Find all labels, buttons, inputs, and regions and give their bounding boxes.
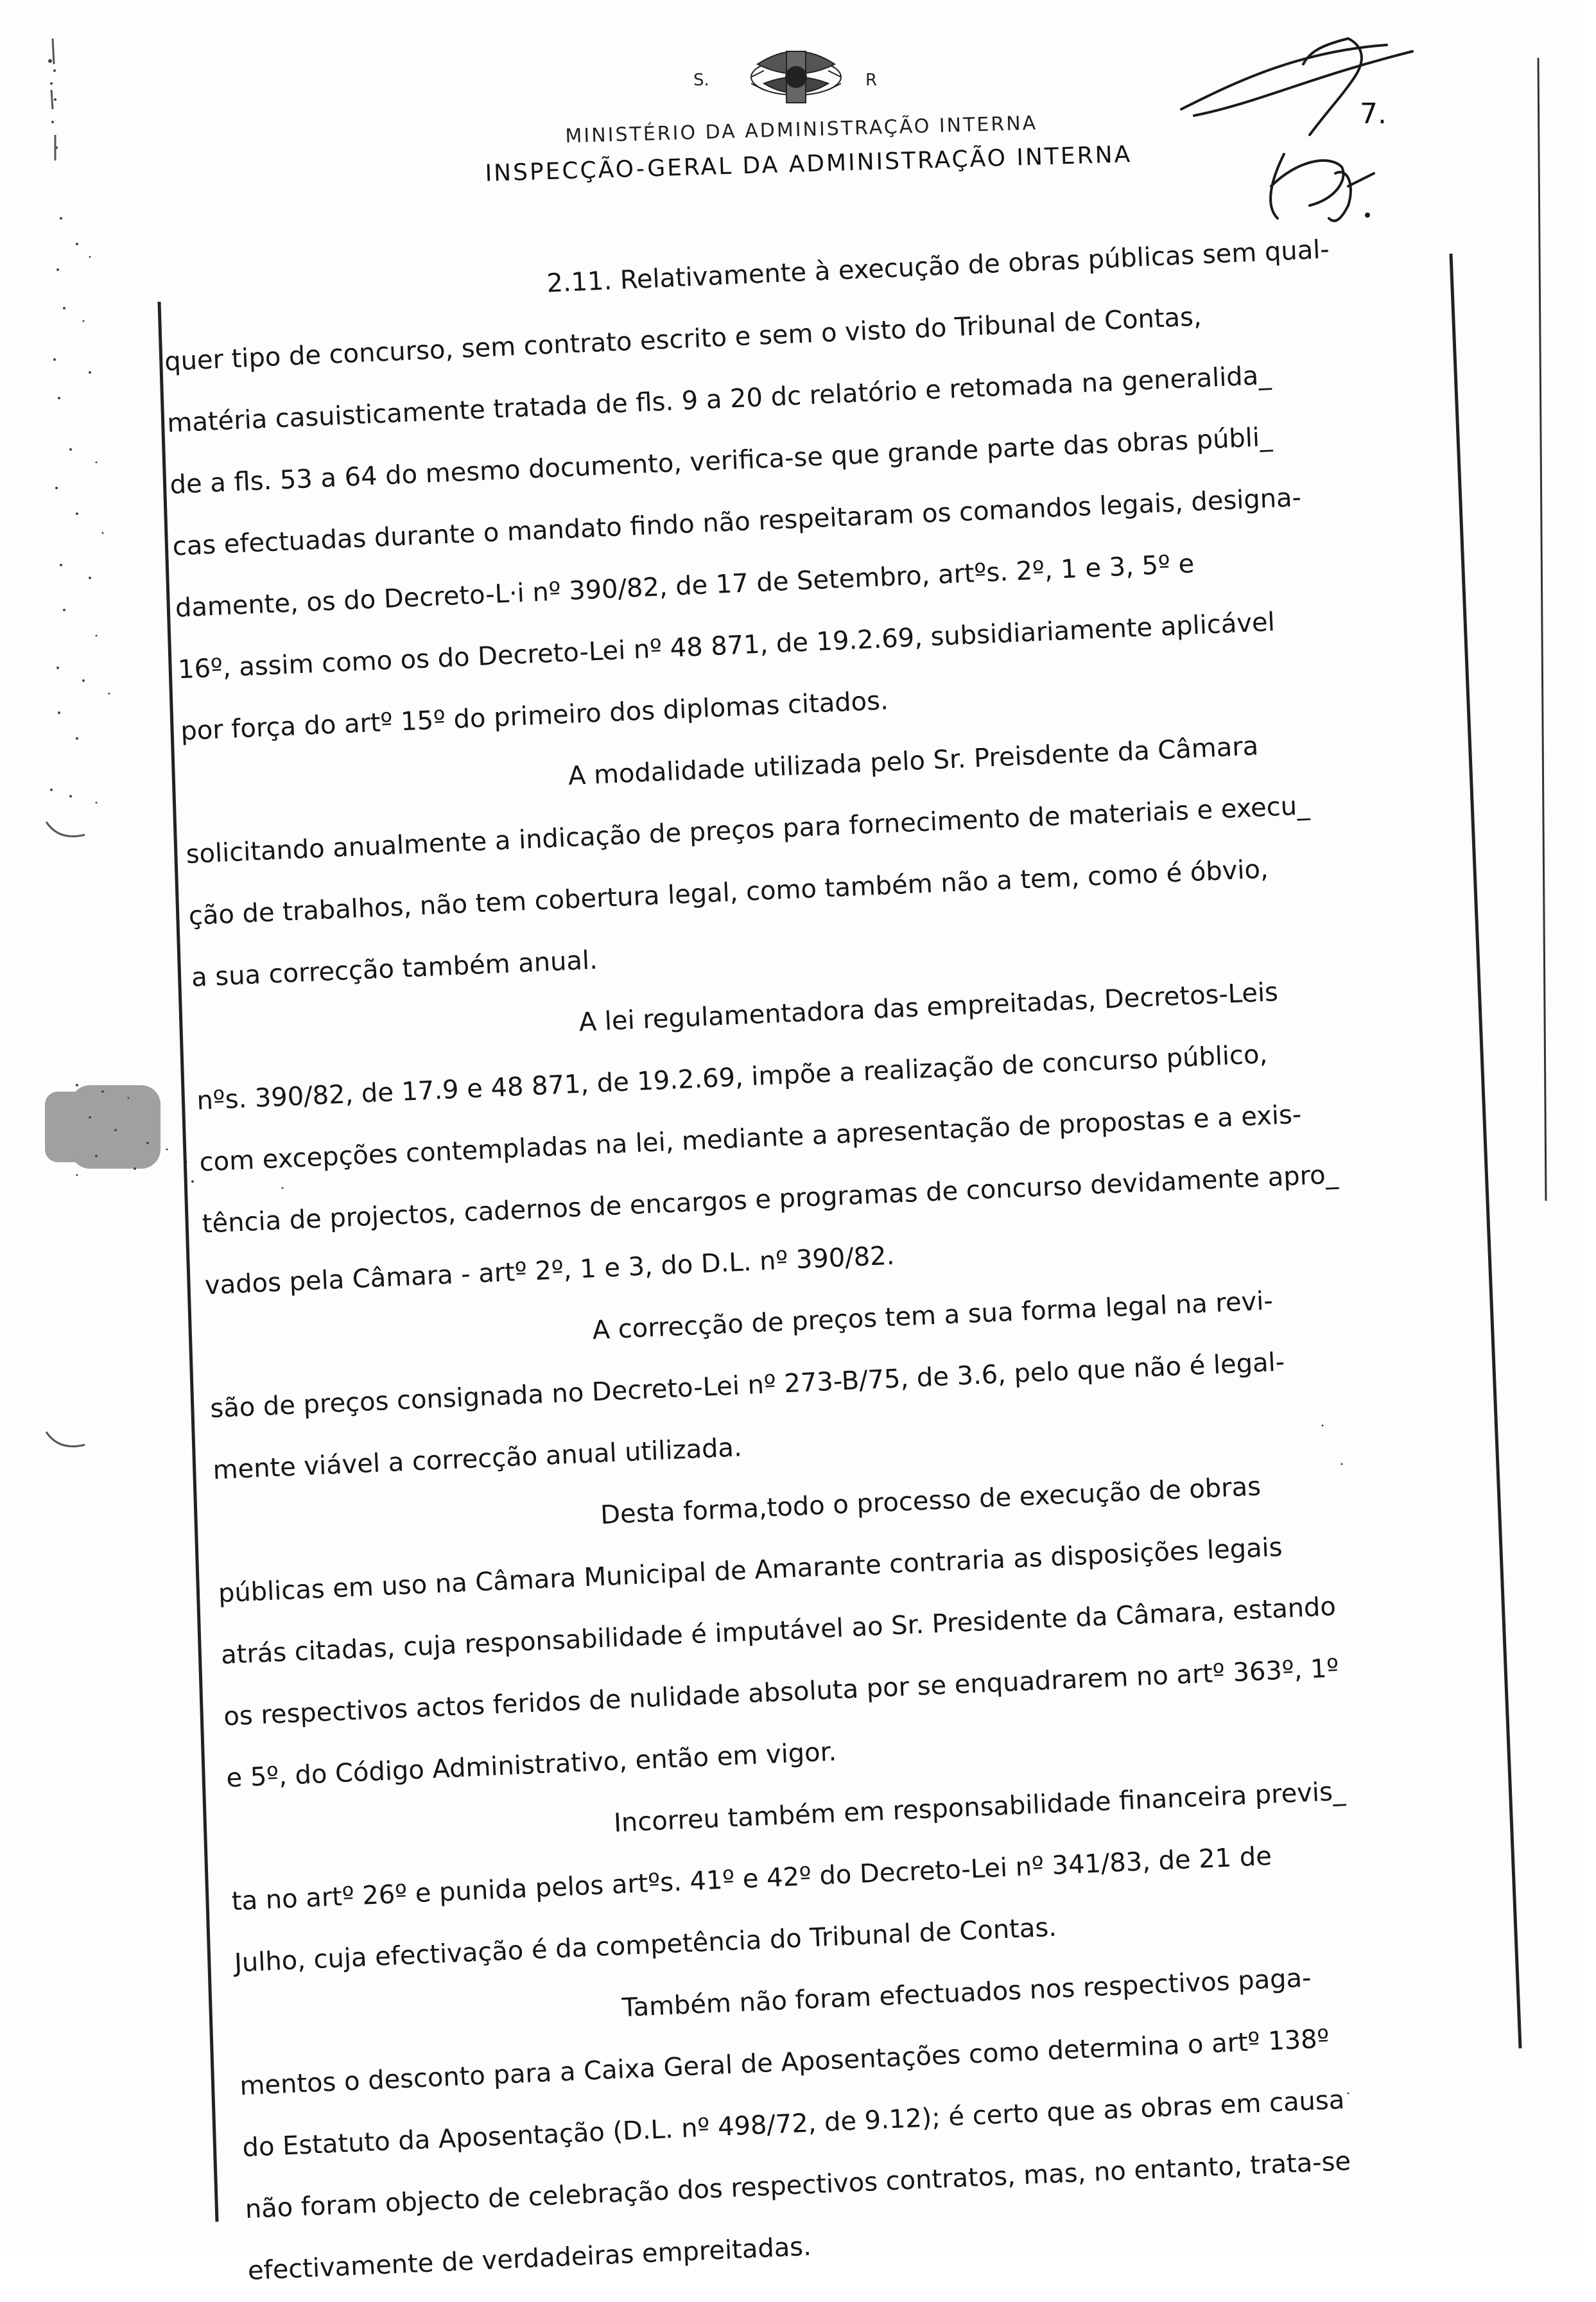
document-body <box>160 211 1596 2302</box>
text-line: cas efectuadas durante o mandato findo não respeitaram os comandos legais, designa- <box>171 482 1302 562</box>
text-line: de a fls. 53 a 64 do mesmo documento, verifica-se que grande parte das obras públi_ <box>169 422 1273 500</box>
text-line: atrás citadas, cuja responsabilidade é imputável ao Sr. Presidente da Câmara, estando <box>220 1592 1337 1670</box>
text-line: mentos o desconto para a Caixa Geral de Aposentações como determina o artº 138º <box>239 2024 1330 2102</box>
text-line: públicas em uso na Câmara Municipal de Amarante contraria as disposições legais <box>218 1532 1283 1609</box>
page-number: 7. <box>1360 98 1387 130</box>
text-line: com excepções contempladas na lei, mediante a apresentação de propostas e a exis- <box>198 1099 1303 1178</box>
text-line: A lei regulamentadora das empreitadas, Decretos-Leis <box>578 977 1279 1038</box>
text-line: mente viável a correcção anual utilizada. <box>212 1433 743 1486</box>
ministry-name: MINISTÉRIO DA ADMINISTRAÇÃO INTERNA <box>565 112 1038 148</box>
text-line: solicitando anualmente a indicação de preços para fornecimento de materiais e execu_ <box>185 790 1310 870</box>
text-line: os respectivos actos feridos de nulidade absoluta por se enquadrarem no artº 363º, 1º <box>223 1653 1340 1732</box>
text-line: 16º, assim como os do Decreto-Lei nº 48 871, de 19.2.69, subsidiariamente aplicável <box>177 607 1276 685</box>
text-line: 2.11. Relativamente à execução de obras públicas sem qual- <box>546 234 1330 299</box>
text-line: vados pela Câmara - artº 2º, 1 e 3, do D.L. nº 390/82. <box>204 1241 896 1301</box>
text-line: quer tipo de concurso, sem contrato escrito e sem o visto do Tribunal de Contas, <box>164 302 1202 377</box>
text-line: e 5º, do Código Administrativo, então em vigor. <box>225 1737 838 1793</box>
inspection-name: INSPECÇÃO-GERAL DA ADMINISTRAÇÃO INTERNA <box>485 141 1132 187</box>
text-line: ta no artº 26º e punida pelos artºs. 41º e 42º do Decreto-Lei nº 341/83, de 21 de <box>230 1841 1272 1917</box>
text-line: a sua correcção também anual. <box>191 945 598 993</box>
text-line: por força do artº 15º do primeiro dos diplomas citados. <box>180 686 889 747</box>
handwritten-signature <box>1156 26 1425 238</box>
crest-letter-left: S. <box>693 71 709 90</box>
paragraph-2-11 <box>160 211 1529 762</box>
coat-of-arms <box>693 39 886 122</box>
text-line: Também não foram efectuados nos respectivos paga- <box>621 1963 1312 2023</box>
text-line: Julho, cuja efectivação é da competência do Tribunal de Contas. <box>234 1912 1057 1978</box>
crest-letter-right: R <box>865 71 878 90</box>
text-line: nºs. 390/82, de 17.9 e 48 871, de 19.2.69, impõe a realização de concurso público, <box>196 1039 1269 1116</box>
crest-icon <box>732 39 860 116</box>
text-line: são de preços consignada no Decreto-Lei nº 273-B/75, de 3.6, pelo que não é legal- <box>209 1347 1286 1424</box>
text-line: Incorreu também em responsabilidade financeira previs_ <box>613 1776 1346 1838</box>
text-line: A correcção de preços tem a sua forma legal na revi- <box>591 1286 1274 1346</box>
text-line: do Estatuto da Aposentação (D.L. nº 498/72, de 9.12); é certo que as obras em causa <box>241 2085 1346 2163</box>
paragraph-desconto-cga <box>236 1935 1596 2302</box>
text-line: ção de trabalhos, não tem cobertura legal, como também não a tem, como é óbvio, <box>187 854 1269 932</box>
paragraph-desta-forma <box>214 1443 1575 1809</box>
paragraph-lei-regulamentadora <box>193 950 1553 1316</box>
text-line: não foram objecto de celebração dos respectivos contratos, mas, no entanto, trata-se <box>244 2146 1351 2225</box>
text-line: A modalidade utilizada pelo Sr. Preisdente da Câmara <box>568 731 1260 792</box>
text-line: efectivamente de verdadeiras empreitadas. <box>247 2231 812 2287</box>
text-line: tência de projectos, cadernos de encargos e programas de concurso devidamente apro_ <box>201 1160 1339 1239</box>
text-line: Desta forma,todo o processo de execução de obras <box>600 1472 1262 1530</box>
text-line: damente, os do Decreto-L·i nº 390/82, de 17 de Setembro, artºs. 2º, 1 e 3, 5º e <box>175 549 1195 623</box>
text-line: matéria casuisticamente tratada de fls. 9 a 20 dc relatório e retomada na generalida_ <box>166 360 1272 439</box>
